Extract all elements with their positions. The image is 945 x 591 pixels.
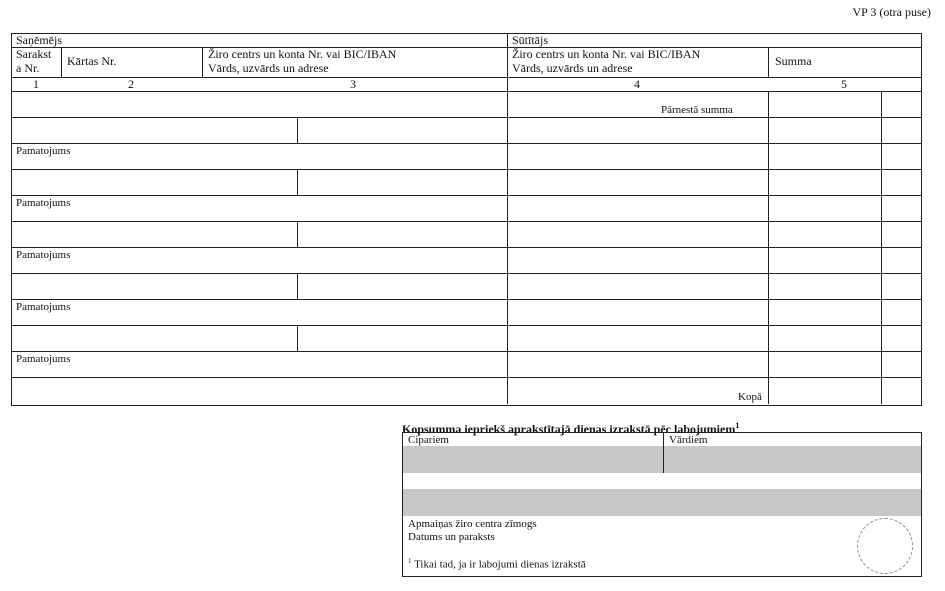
column-header-sender-account: Žiro centrs un konta Nr. vai BIC/IBAN: [512, 47, 701, 61]
page-label: VP 3 (otra puse): [852, 5, 931, 19]
column-header-amount: Summa: [775, 54, 812, 68]
words-label: Vārdiem: [669, 434, 708, 446]
total-label: Kopā: [738, 391, 762, 403]
sender-heading: Sūtītājs: [512, 33, 549, 47]
stamp-label: Apmaiņas žiro centra zīmogs: [408, 518, 537, 530]
footnote: $^1$ Tikai tad, ja ir labojumi dienas izrakstā: [408, 557, 586, 571]
amount-words-fill-area: [403, 489, 921, 516]
basis-label: Pamatojums: [16, 145, 71, 157]
date-sign-label: Datums un paraksts: [408, 531, 495, 543]
basis-label: Pamatojums: [16, 197, 71, 209]
basis-label: Pamatojums: [16, 249, 71, 261]
column-number-1: 1: [33, 77, 39, 91]
basis-label: Pamatojums: [16, 301, 71, 313]
stamp-circle-icon: [857, 518, 913, 574]
column-header-card-no: Kārtas Nr.: [67, 54, 117, 68]
column-header-sender-name: Vārds, uzvārds un adrese: [512, 61, 633, 75]
carried-over-label: Pārnestā summa: [661, 104, 733, 116]
basis-label: Pamatojums: [16, 353, 71, 365]
summary-title: Kopsumma iepriekš aprakstītajā dienas izrakstā pēc labojumiem$^1$: [402, 421, 740, 436]
column-number-2: 2: [128, 77, 134, 91]
column-header-list-no: Sarakst: [16, 47, 52, 61]
amount-fill-area: [403, 446, 921, 473]
column-header-receiver-account: Žiro centrs un konta Nr. vai BIC/IBAN: [208, 47, 397, 61]
column-number-3: 3: [350, 77, 356, 91]
column-number-4: 4: [634, 77, 640, 91]
column-number-5: 5: [841, 77, 847, 91]
receiver-heading: Saņēmējs: [16, 33, 62, 47]
column-header-list-no-line2: a Nr.: [16, 61, 40, 75]
column-header-receiver-name: Vārds, uzvārds un adrese: [208, 61, 329, 75]
digits-label: Cipariem: [408, 434, 449, 446]
